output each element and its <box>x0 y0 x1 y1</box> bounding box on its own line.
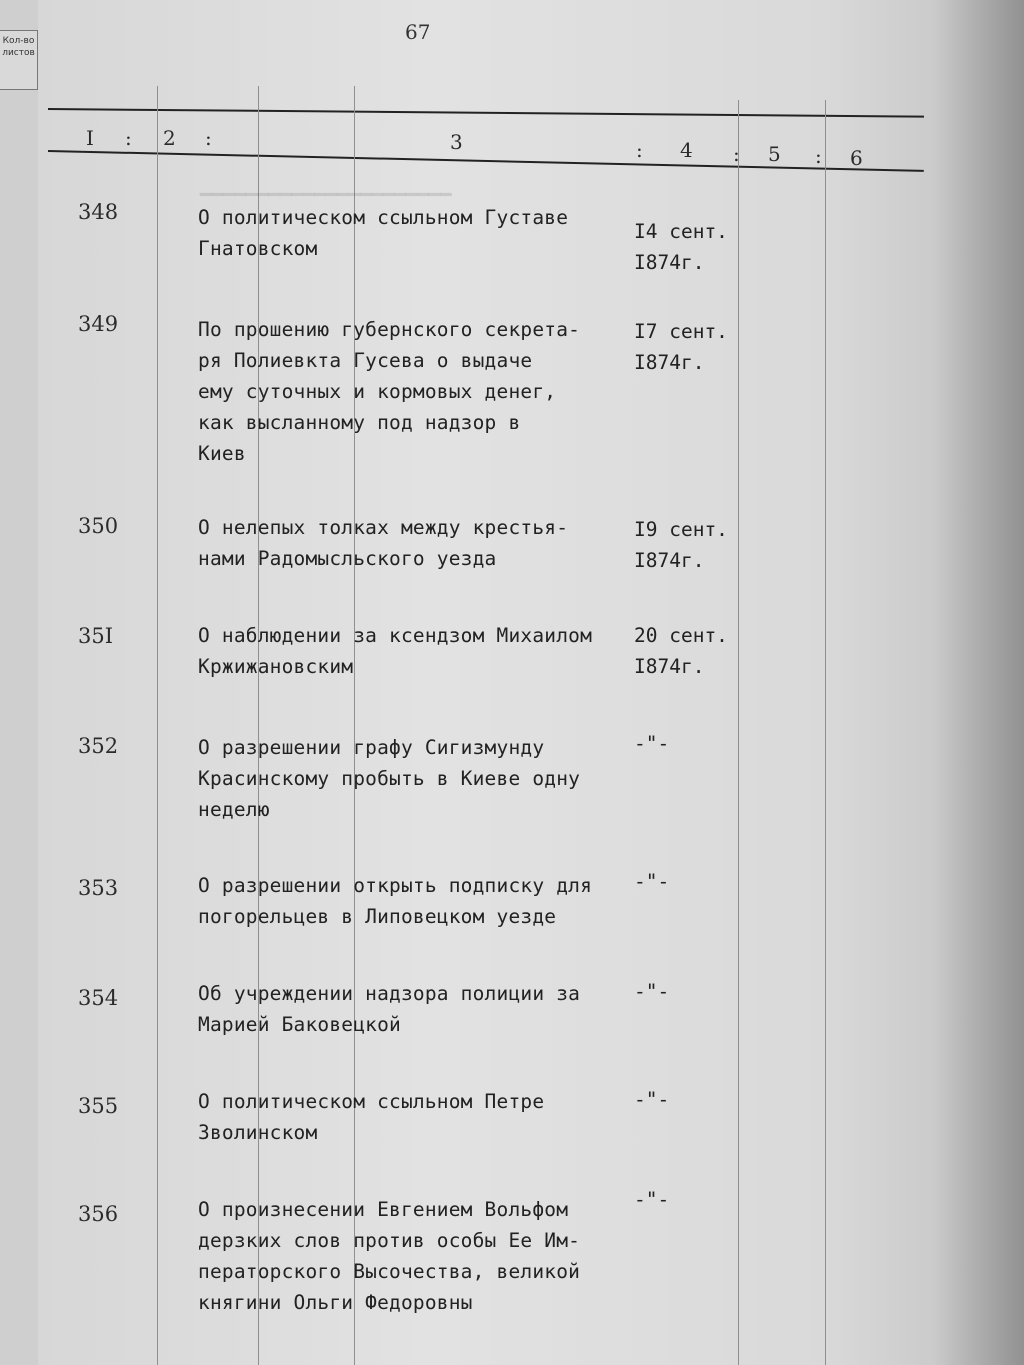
row-number: 349 <box>78 312 119 336</box>
row-date: I9 сент. I874г. <box>634 518 728 572</box>
sheet-count-tab <box>0 30 38 90</box>
row-title: О политическом ссыльном Густаве Гнатовском <box>198 206 569 260</box>
adjacent-page-edge <box>0 0 42 1365</box>
column-header-2: 2 <box>163 126 176 150</box>
column-header-6: 6 <box>850 146 863 170</box>
column-divider <box>258 86 259 1365</box>
row-number: 352 <box>78 734 119 758</box>
header-separator: : <box>636 138 643 162</box>
column-header-5: 5 <box>768 142 781 166</box>
row-number: 353 <box>78 876 119 900</box>
row-date: -"- <box>634 1088 670 1111</box>
sheet-count-label: Кол-во листов <box>2 36 35 58</box>
row-title: О разрешении графу Сигизмунду Красинскому пробыть в Киеве одну неделю <box>198 736 581 821</box>
row-number: 35I <box>78 624 114 648</box>
column-divider <box>354 86 355 1365</box>
row-title: О произнесении Евгением Вольфом дерзких слов против особы Ее Им- ператорского Высочества, великой княгини Ольги Федоровны <box>198 1198 581 1314</box>
column-header-1: I <box>86 126 94 150</box>
column-divider <box>157 86 158 1365</box>
row-number: 355 <box>78 1094 119 1118</box>
header-separator: : <box>205 126 212 150</box>
row-date: 20 сент. I874г. <box>634 624 728 678</box>
row-date: -"- <box>634 870 670 893</box>
row-date: -"- <box>634 732 670 755</box>
row-title: О политическом ссыльном Петре Зволинском <box>198 1090 545 1144</box>
row-number: 356 <box>78 1202 119 1226</box>
row-title: О разрешении открыть подписку для погорельцев в Липовецком уезде <box>198 874 593 928</box>
header-separator: : <box>125 126 132 150</box>
header-separator: : <box>815 144 822 168</box>
row-title: О наблюдении за ксендзом Михаилом Кржижановским <box>198 624 593 678</box>
row-date: I4 сент. I874г. <box>634 220 728 274</box>
page-number: 67 <box>405 20 431 44</box>
row-date: -"- <box>634 980 670 1003</box>
column-divider <box>738 100 739 1365</box>
column-header-3: 3 <box>450 130 463 154</box>
row-number: 348 <box>78 200 119 224</box>
header-separator: : <box>733 142 740 166</box>
row-date: I7 сент. I874г. <box>634 320 728 374</box>
row-title: По прошению губернского секрета- ря Полиевкта Гусева о выдаче ему суточных и кормовых денег, как высланному под надзор в Киев <box>198 318 581 465</box>
row-date: -"- <box>634 1188 670 1211</box>
row-number: 354 <box>78 986 119 1010</box>
page-shadow <box>934 0 1024 1365</box>
row-number: 350 <box>78 514 119 538</box>
column-divider <box>825 100 826 1365</box>
column-header-4: 4 <box>680 138 693 162</box>
row-title: Об учреждении надзора полиции за Марией Баковецкой <box>198 982 581 1036</box>
row-title: О нелепых толках между крестья- нами Радомысльского уезда <box>198 516 569 570</box>
